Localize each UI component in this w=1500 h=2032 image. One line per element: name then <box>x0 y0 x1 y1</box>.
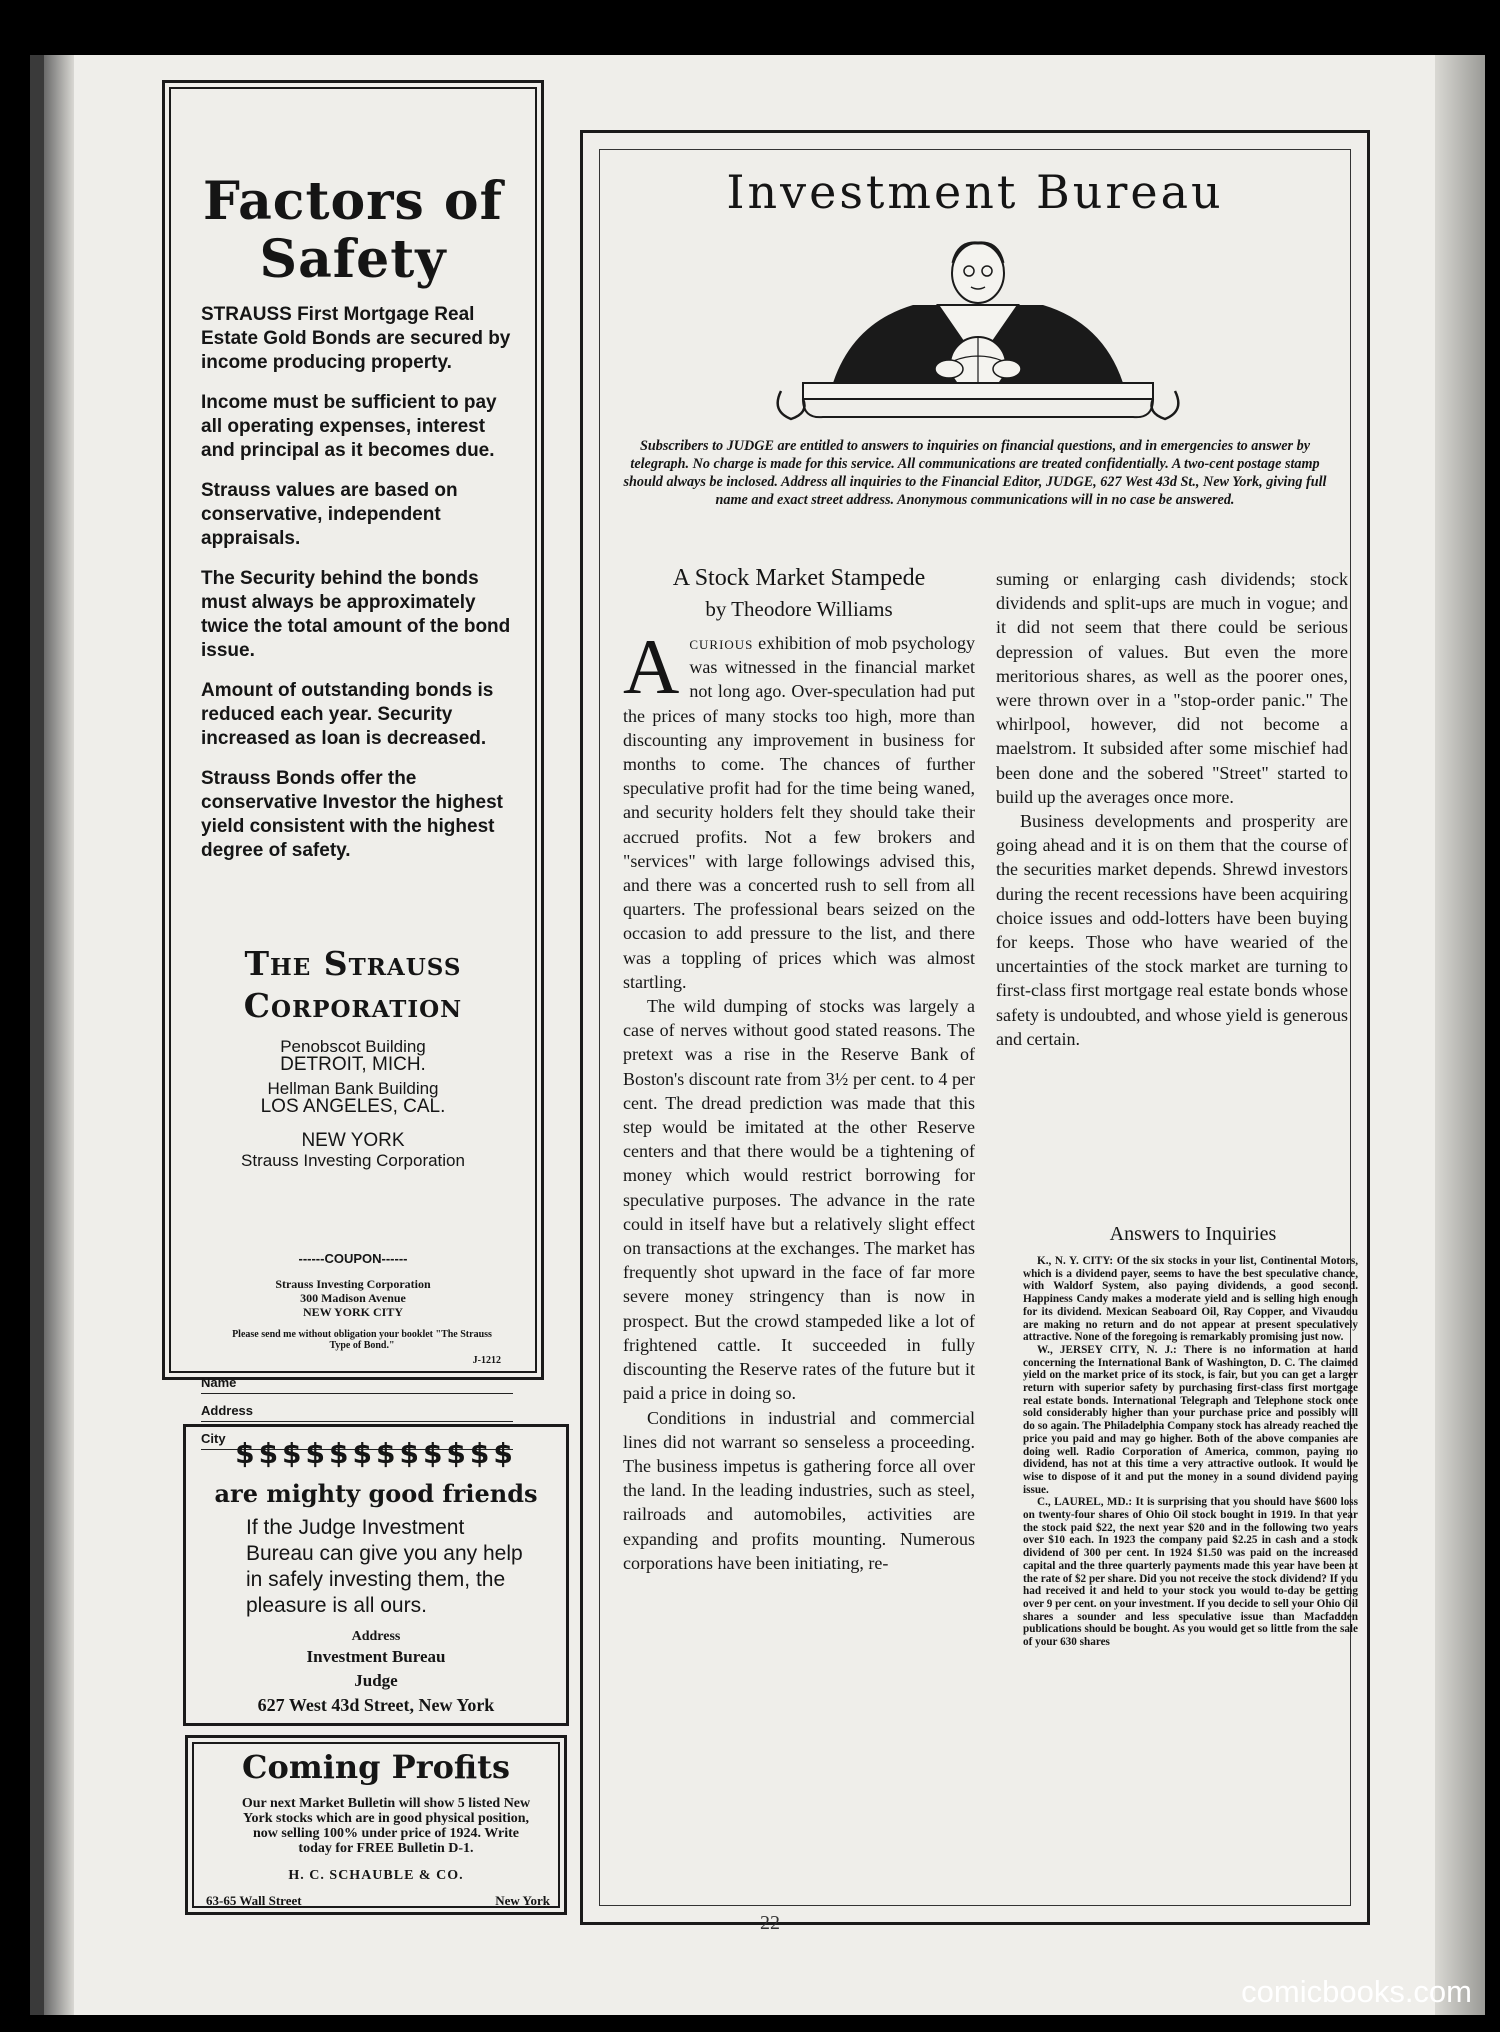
article-title: A Stock Market Stampede <box>672 565 926 591</box>
dollar-signs: $$$$$$$$$$$$ <box>235 1437 517 1470</box>
coupon-name-field[interactable] <box>201 1375 513 1394</box>
coupon-address-field[interactable] <box>201 1403 513 1422</box>
coupon-code: J-1212 <box>472 1355 501 1366</box>
office-ny-city: NEW YORK <box>301 1130 405 1151</box>
strauss-ad <box>162 80 544 1446</box>
page-gutter-shadow <box>44 55 74 2015</box>
page-number: 22 <box>760 1912 780 1934</box>
strauss-headline: Factors of Safety <box>203 171 503 290</box>
profits-ad <box>185 1735 567 1915</box>
strauss-corporation-line2: Corporation <box>243 986 463 1025</box>
bureau-title: Investment Bureau <box>726 165 1224 219</box>
coupon-city-label: City <box>201 1431 226 1446</box>
coupon-request: Please send me without obligation your booklet "The Strauss Type of Bond." <box>232 1329 492 1351</box>
answers-list <box>1023 1255 1358 1649</box>
dollars-address-label: Address <box>351 1629 401 1644</box>
office-ny-name: Strauss Investing Corporation <box>241 1151 465 1170</box>
profits-city: New York <box>495 1893 550 1908</box>
coupon-address-line: 300 Madison Avenue <box>300 1291 406 1305</box>
strauss-paragraph: The Security behind the bonds must always be approximately twice the total amount of the bond issue. <box>201 568 511 661</box>
strauss-paragraph: Amount of outstanding bonds is reduced each year. Security increased as loan is decreased. <box>201 680 494 749</box>
first-word: curious <box>689 633 754 653</box>
strauss-paragraph: STRAUSS First Mortgage Real Estate Gold Bonds are secured by income producing property. <box>201 304 511 373</box>
investment-bureau-section <box>580 130 1370 1925</box>
article-byline: by Theodore Williams <box>705 597 893 621</box>
answer-item: C., LAUREL, MD.: It is surprising that you should have $600 loss on twenty-four shares of Ohio Oil stock bought in 1919. In that year the stock paid $22, the next year $20 and in the following two years over $10 each. In 1923 the company paid $2.25 in cash and a stock dividend of 300 per cent. In 1924 $1.50 was paid on the increased capital and the three quarterly payments made this year have been at the rate of $2 per share. Did you not receive the stock dividend? If you had received it and held to your stock you would to-day be getting over 9 per cent. on your investment. If you decide to sell your Ohio Oil shares a sounder and less speculative issue than Macfadden publications should be bought. As you would get so little from the sale of your 630 shares <box>1023 1496 1358 1649</box>
strauss-paragraphs <box>201 303 517 879</box>
coupon-name-label: Name <box>201 1375 237 1390</box>
office-detroit-city: DETROIT, MICH. <box>280 1054 426 1075</box>
article-paragraph: suming or enlarging cash dividends; stock dividends and split-ups are much in vogue; and it did not seem that there could be serious depression of values. But even the more meritorious shares, as well as the poorer ones, were thrown over in a "stop-order panic." The whirlpool, however, did not become a maelstrom. It subsided after some mischief had been done and the sobered "Street" started to build up the averages once more. <box>996 569 1348 807</box>
financial-editor-illustration <box>763 233 1193 423</box>
paragraph-rest: exhibition of mob psychology was witnessed in the financial market not long ago. Over-speculation had put the prices of many stocks too high, more than discounting any improvement in business for months to come. The chances of further speculative profit had for the time being waned, and security holders felt they should take their accrued profits. Not a few brokers and "services" with large followings advised this, and there was a concerted rush to sell from all quarters. The professional bears seized on the occasion to add pressure to the list, and there was a toppling of prices which was almost startling. <box>623 633 976 992</box>
dollars-address-street: 627 West 43d Street, New York <box>257 1695 495 1715</box>
coupon-address-line: Strauss Investing Corporation <box>275 1277 431 1291</box>
dollars-body: If the Judge Investment Bureau can give you any help in safely investing them, the pleasure is all ours. <box>246 1516 523 1617</box>
dollars-ad <box>183 1424 569 1726</box>
coupon-address-label: Address <box>201 1403 254 1418</box>
strauss-paragraph: Strauss values are based on conservative, independent appraisals. <box>201 480 458 549</box>
dollars-address-name: Investment Bureau <box>306 1647 446 1666</box>
drop-cap: A <box>623 623 680 710</box>
answer-item: K., N. Y. CITY: Of the six stocks in your list, Continental Motors, which is a dividend payer, seems to have the best speculative chance, with Waldorf System, also paying dividends, a good second. Happiness Candy makes a moderate yield and is selling high enough for its dividend. Mexican Seaboard Oil, Ray Copper, and Vivaudou are making no return and do not appear at present speculatively attractive. None of the foregoing is remarkably promising just now. <box>1023 1255 1358 1344</box>
office-la-city: LOS ANGELES, CAL. <box>260 1096 446 1117</box>
dollars-headline: are mighty good friends <box>214 1479 538 1508</box>
profits-street: 63-65 Wall Street <box>206 1893 302 1908</box>
article-paragraph: Conditions in industrial and commercial lines did not warrant so senseless a proceeding. The business impetus is gathering force all over the land. In the leading industries, such as steel, railroads and automobiles, activities are expanding and profits mounting. Numerous corporations have been initiating, re- <box>623 1407 975 1573</box>
coupon-divider: ------COUPON------ <box>298 1251 408 1266</box>
article-paragraph <box>623 623 976 994</box>
article-paragraph: Business developments and prosperity are going ahead and it is on them that the course of the securities market depends. Shrewd investors during the recent recessions have been acquiring choice issues and odd-lotters have been buying for keeps. Those who have wearied of the uncertainties of the stock market are turning to first-class first mortgage real estate bonds whose safety is undoubted, and whose yield is generous and certain. <box>996 811 1348 1049</box>
office-detroit-building: Penobscot Building <box>280 1037 426 1056</box>
profits-company: H. C. SCHAUBLE & CO. <box>288 1868 464 1883</box>
site-watermark: comicbooks.com <box>1241 1974 1472 2009</box>
strauss-paragraph: Strauss Bonds offer the conservative Investor the highest yield consistent with the highest degree of safety. <box>201 768 503 861</box>
coupon-address-line: NEW YORK CITY <box>302 1305 403 1319</box>
coupon-address <box>165 1277 541 1319</box>
article-column-2 <box>996 567 1348 1051</box>
answers-heading: Answers to Inquiries <box>1109 1223 1277 1245</box>
profits-headline: Coming Profits <box>242 1748 510 1786</box>
office-la-building: Hellman Bank Building <box>267 1079 439 1098</box>
page-right-edge <box>1435 55 1485 2015</box>
profits-body: Our next Market Bulletin will show 5 listed New York stocks which are in good physical position, now selling 100% under price of 1924. Write today for FREE Bulletin D-1. <box>241 1796 531 1856</box>
strauss-corporation-line1: The Strauss <box>244 944 462 983</box>
dollars-address-pub: Judge <box>354 1671 398 1690</box>
bureau-intro: Subscribers to JUDGE are entitled to answers to inquiries on financial questions, and in emergencies to answer by telegraph. No charge is made for this service. All communications are treated confidentially. A two-cent postage stamp should always be inclosed. Address all inquiries to the Financial Editor, JUDGE, 627 West 43d St., New York, giving full name and exact street address. Anonymous communications will in no case be answered. <box>623 438 1327 508</box>
answer-item: W., JERSEY CITY, N. J.: There is no information at hand concerning the International Bank of Washington, D. C. The claimed yield on the market price of its stock, is fair, but you can get a larger return with superior safety by purchasing first-class first mortgage real estate bonds. International Telegraph and Telephone stock once sold considerably higher than your purchase price and possibly will do so again. The Philadelphia Company stock has already reached the price you paid and may go higher. Both of the above companies are doing well. Radio Corporation of America, common, paying no dividend, has not at this time a very attractive outlook. It would be wise to dispose of it and put the money in a sound dividend paying issue. <box>1023 1343 1358 1496</box>
strauss-corporation-name <box>165 943 541 1027</box>
article-column-1 <box>623 623 976 1575</box>
article-paragraph: The wild dumping of stocks was largely a case of nerves without good stated reasons. The pretext was a rise in the Reserve Bank of Boston's discount rate from 3½ per cent. to 4 per cent. The dread prediction was made that this step would be imitated at the other Reserve centers and that there would be a tightening of money which would restrict borrowing for speculative purposes. The advance in the rate could in itself have but a relatively slight effect on transactions at the exchanges. The market has frequently shot upward in the face of far more severe money stringency than is now in prospect. But the crowd stampeded like a lot of frightened cattle. It succeeded in fully discounting the Reserve rates of the future but it paid a price in doing so. <box>623 996 975 1404</box>
strauss-paragraph: Income must be sufficient to pay all operating expenses, interest and principal as it becomes due. <box>201 392 497 461</box>
